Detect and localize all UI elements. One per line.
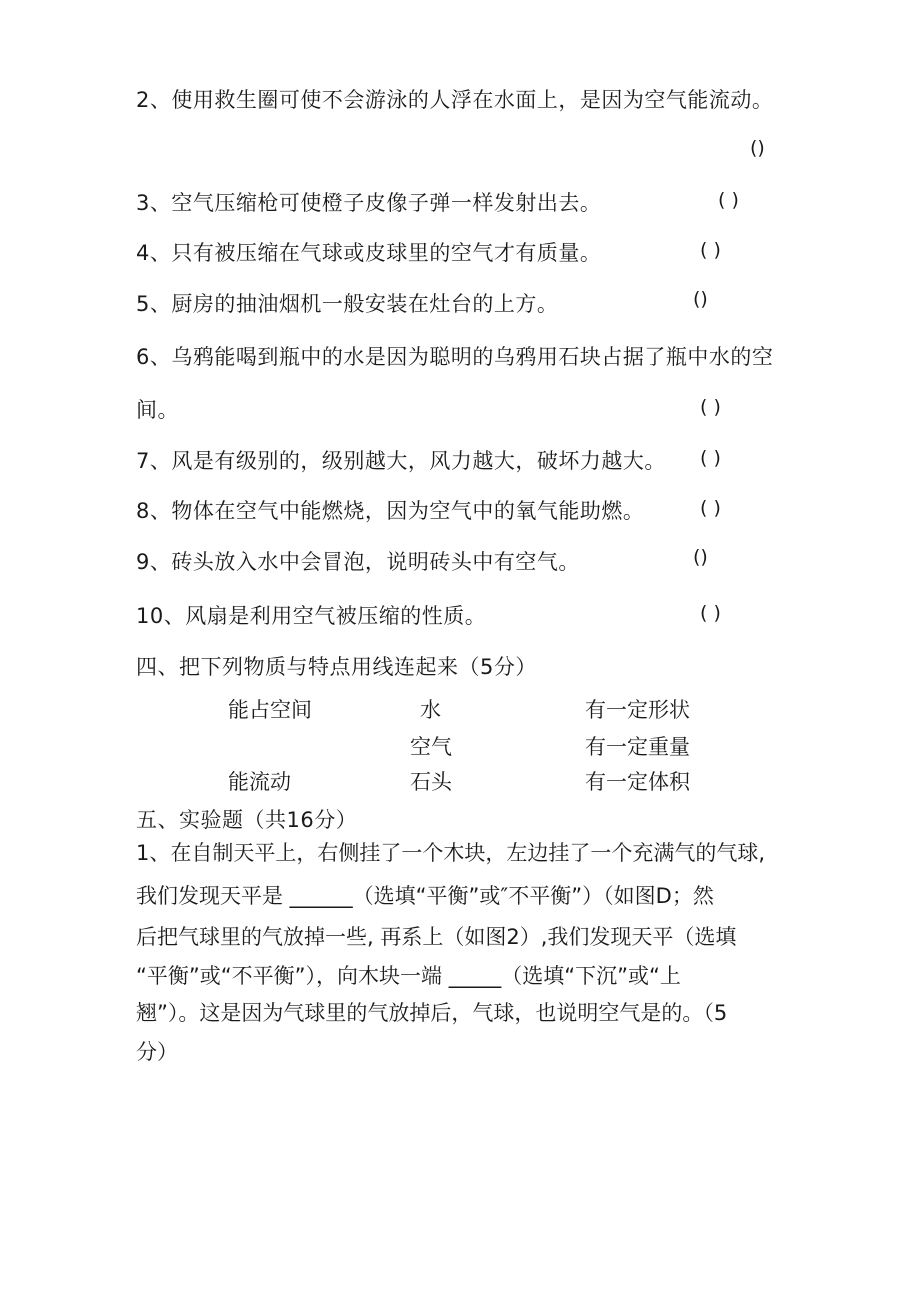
answer-paren-2: () [750, 137, 765, 159]
experiment-line-4: “平衡”或“不平衡”），向木块一端 _____（选填“下沉”或“上 [136, 964, 681, 988]
question-7: 7、风是有级别的，级别越大，风力越大，破坏力越大。 [136, 449, 666, 473]
experiment-line-3: 后把气球里的气放掉一些, 再系上（如图2）,我们发现天平（选填 [136, 925, 737, 949]
section-4-title: 四、把下列物质与特点用线连起来（5分） [136, 655, 537, 679]
experiment-line-6: 分） [136, 1040, 178, 1064]
left-item-1: 能占空间 [228, 698, 312, 722]
middle-item-1: 水 [420, 698, 441, 722]
question-9: 9、砖头放入水中会冒泡，说明砖头中有空气。 [136, 550, 580, 574]
left-item-2: 能流动 [228, 770, 291, 794]
right-item-2: 有一定重量 [585, 735, 690, 759]
section-5-title: 五、实验题（共16分） [136, 808, 358, 832]
answer-paren-10: ( ) [700, 602, 721, 624]
answer-paren-3: ( ) [718, 189, 739, 211]
middle-item-2: 空气 [410, 735, 452, 759]
question-4: 4、只有被压缩在气球或皮球里的空气才有质量。 [136, 241, 602, 265]
right-item-3: 有一定体积 [585, 770, 690, 794]
question-2: 2、使用救生圈可使不会游泳的人浮在水面上，是因为空气能流动。 [136, 88, 774, 112]
experiment-line-2: 我们发现天平是 ______（选填“平衡”或″不平衡”）（如图D；然 [136, 884, 714, 908]
question-6: 6、乌鸦能喝到瓶中的水是因为聪明的乌鸦用石块占据了瓶中水的空 [136, 345, 774, 369]
question-5: 5、厨房的抽油烟机一般安装在灶台的上方。 [136, 292, 559, 316]
answer-paren-6: ( ) [700, 396, 721, 418]
right-item-1: 有一定形状 [585, 698, 690, 722]
experiment-line-1: 1、在自制天平上，右侧挂了一个木块，左边挂了一个充满气的气球, [136, 841, 766, 865]
middle-item-3: 石头 [410, 770, 452, 794]
answer-paren-8: ( ) [700, 497, 721, 519]
answer-paren-7: ( ) [700, 447, 721, 469]
question-8: 8、物体在空气中能燃烧，因为空气中的氧气能助燃。 [136, 499, 645, 523]
question-6-continued: 间。 [136, 398, 179, 422]
experiment-line-5: 翘”）。这是因为气球里的气放掉后，气球，也说明空气是的。（5 [136, 1001, 728, 1025]
question-10: 10、风扇是利用空气被压缩的性质。 [136, 604, 487, 628]
answer-paren-5: () [693, 288, 708, 310]
answer-paren-9: () [693, 546, 708, 568]
answer-paren-4: ( ) [700, 239, 721, 261]
question-3: 3、空气压缩枪可使橙子皮像子弹一样发射出去。 [136, 191, 602, 215]
